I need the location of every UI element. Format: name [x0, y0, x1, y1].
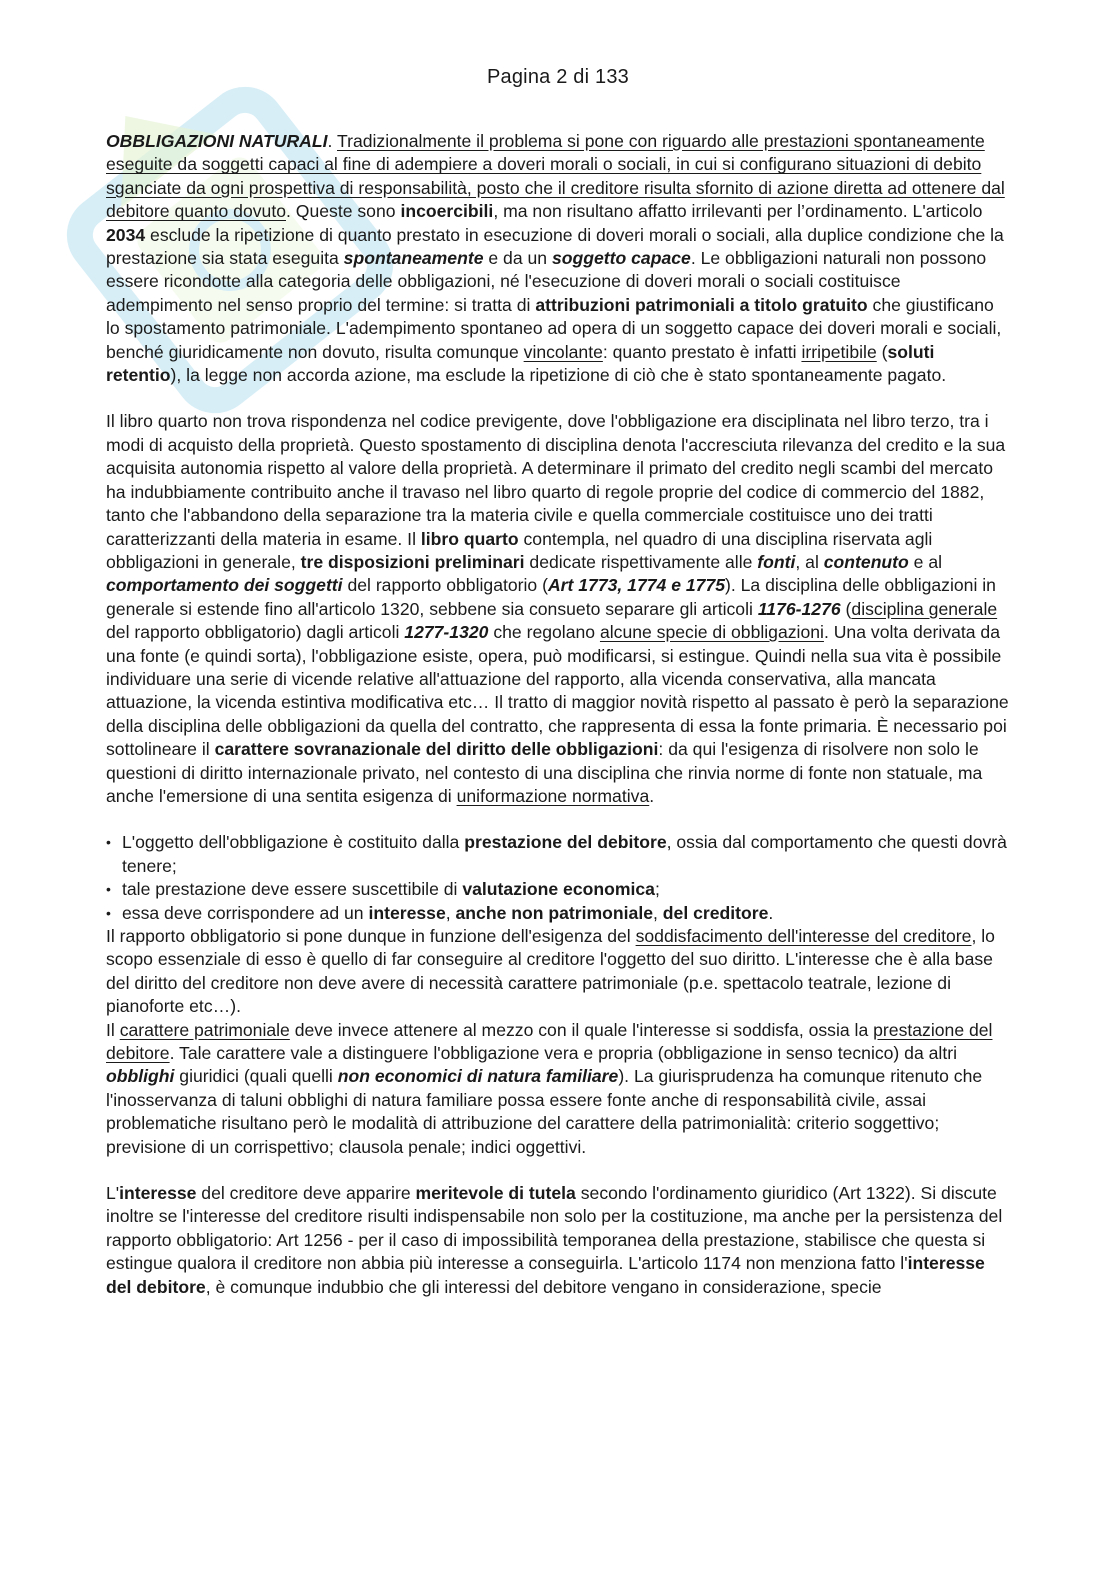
paragraph-obbligazioni-naturali: OBBLIGAZIONI NATURALI. Tradizionalmente il problema si pone con riguardo alle prestazioni spontaneamente eseguite da soggetti capaci al fine di adempiere a doveri morali o sociali, in cui si configurano situazioni di debito sganciate da ogni prospettiva di responsabilità, posto che il creditore risulta sfornito di azione diretta ad ottenere dal debitore quanto dovuto. Queste sono incoercibili, ma non risultano affatto irrilevanti per l’ordinamento. L'articolo 2034 esclude la ripetizione di quanto prestato in esecuzione di doveri morali o sociali, alla duplice condizione che la prestazione sia stata eseguita spontaneamente e da un soggetto capace. Le obbligazioni naturali non possono essere ricondotte alla categoria delle obbligazioni, né l'esecuzione di doveri morali o sociali costituisce adempimento nel senso proprio del termine: si tratta di attribuzioni patrimoniali a titolo gratuito che giustificano lo spostamento patrimoniale. L'adempimento spontaneo ad opera di un soggetto capace dei doveri morali e sociali, benché giuridicamente non dovuto, risulta comunque vincolante: quanto prestato è infatti irripetibile (soluti retentio), la legge non accorda azione, ma esclude la ripetizione di ciò che è stato spontaneamente pagato.	[106, 131, 1005, 386]
list-item: • essa deve corrispondere ad un interesse, anche non patrimoniale, del creditore.	[106, 902, 1011, 925]
page-number-label: Pagina 2 di 133	[486, 66, 629, 88]
paragraph-interesse-creditore: Il rapporto obbligatorio si pone dunque in funzione dell'esigenza del soddisfacimento dell'interesse del creditore, lo scopo essenziale di esso è quello di far conseguire al creditore l'oggetto del suo diritto. L'interesse che è alla base del diritto del creditore non deve avere di necessità carattere patrimoniale (p.e. spettacolo teatrale, lezione di pianoforte etc…).	[106, 926, 995, 1017]
document-body	[106, 130, 1011, 1299]
bullet-list	[106, 831, 1011, 925]
paragraph-libro-quarto: Il libro quarto non trova rispondenza nel codice previgente, dove l'obbligazione era disciplinata nel libro terzo, tra i modi di acquisto della proprietà. Questo spostamento di disciplina denota l'accresciuta rilevanza del credito e la sua acquisita autonomia rispetto al valore della proprietà. A determinare il primato del credito negli scambi del mercato ha indubbiamente contribuito anche il travaso nel libro quarto di regole proprie del codice di commercio del 1882, tanto che l'abbandono della separazione tra la materia civile e quella commerciale costituisce uno dei tratti caratterizzanti della materia in esame. Il libro quarto contempla, nel quadro di una disciplina riservata agli obbligazioni in generale, tre disposizioni preliminari dedicate rispettivamente alle fonti, al contenuto e al comportamento dei soggetti del rapporto obbligatorio (Art 1773, 1774 e 1775). La disciplina delle obbligazioni in generale si estende fino all'articolo 1320, sebbene sia consueto separare gli articoli 1176-1276 (disciplina generale del rapporto obbligatorio) dagli articoli 1277-1320 che regolano alcune specie di obbligazioni. Una volta derivata da una fonte (e quindi sorta), l'obbligazione esiste, opera, può modificarsi, si estingue. Quindi nella sua vita è possibile individuare una serie di vicende relative all'attuazione del rapporto, alla vicenda conservativa, alla mancata attuazione, la vicenda estintiva modificativa etc… Il tratto di maggior novità rispetto al passato è però la separazione della disciplina delle obbligazioni da quella del contratto, che rappresenta di essa la fonte primaria. È necessario poi sottolineare il carattere sovranazionale del diritto delle obbligazioni: da qui l'esigenza di risolvere non solo le questioni di diritto internazionale privato, nel contesto di una disciplina che rinvia norme di fonte non statuale, ma anche l'emersione di una sentita esigenza di uniformazione normativa.	[106, 411, 1009, 806]
paragraph-meritevole-tutela: L'interesse del creditore deve apparire meritevole di tutela secondo l'ordinamento giuridico (Art 1322). Si discute inoltre se l'interesse del creditore risulti indispensabile non solo per la costituzione, ma anche per la persistenza del rapporto obbligatorio: Art 1256 - per il caso di impossibilità temporanea della prestazione, stabilisce che questa si estingue qualora il creditore non abbia più interesse a conseguirla. L'articolo 1174 non menziona fatto l'interesse del debitore, è comunque indubbio che gli interessi del debitore vengano in considerazione, specie	[106, 1183, 1003, 1297]
paragraph-carattere-patrimoniale: Il carattere patrimoniale deve invece attenere al mezzo con il quale l'interesse si soddisfa, ossia la prestazione del debitore. Tale carattere vale a distinguere l'obbligazione vera e propria (obbligazione in senso tecnico) da altri obblighi giuridici (quali quelli non economici di natura familiare). La giurisprudenza ha comunque ritenuto che l'inosservanza di taluni obblighi di natura familiare possa essere fonte anche di responsabilità civile, assai problematiche risultano però le modalità di attribuzione del carattere della patrimonialità: criterio soggettivo; previsione di un corrispettivo; clausola penale; indici oggettivi.	[106, 1019, 993, 1157]
section-heading: OBBLIGAZIONI NATURALI	[106, 131, 328, 151]
list-item: • tale prestazione deve essere suscettibile di valutazione economica;	[106, 878, 1011, 901]
list-item: • L'oggetto dell'obbligazione è costituito dalla prestazione del debitore, ossia dal comportamento che questi dovrà tenere;	[106, 831, 1011, 878]
